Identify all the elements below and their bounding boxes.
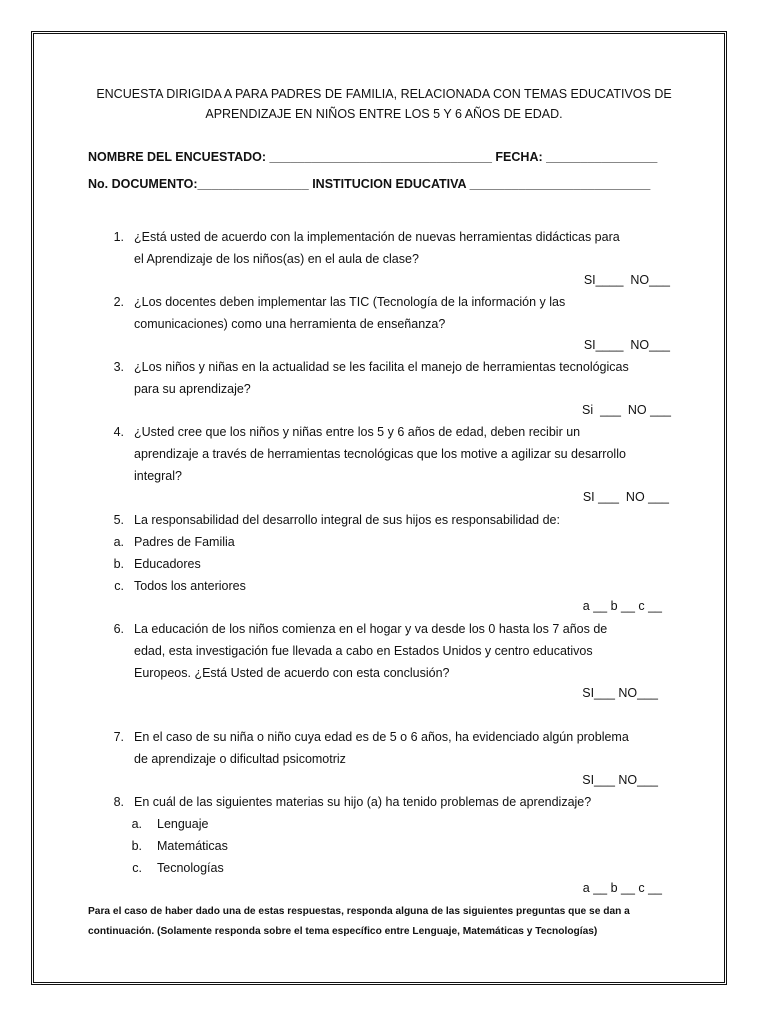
question-text: edad, esta investigación fue llevada a cabo en Estados Unidos y centro educativos (134, 644, 593, 658)
footer-note (88, 902, 708, 942)
option-letter: a. (131, 817, 142, 831)
question-text: integral? (134, 469, 182, 483)
question-number: 4. (113, 425, 124, 439)
option-text: Educadores (134, 557, 201, 571)
question-number: 8. (113, 795, 124, 809)
option-text: Todos los anteriores (134, 579, 246, 593)
note-line-1: Para el caso de haber dado una de estas respuestas, responda alguna de las siguientes preguntas que se dan a (88, 906, 630, 917)
option-letter: a. (113, 535, 124, 549)
question-number: 2. (113, 295, 124, 309)
option-letter: c. (114, 579, 124, 593)
option-text: Lenguaje (157, 817, 209, 831)
survey-title (60, 84, 708, 124)
document-institution-row[interactable]: No. DOCUMENTO:________________ INSTITUCION EDUCATIVA __________________________ (88, 177, 651, 191)
answer-si-no[interactable]: SI____ NO___ (583, 273, 670, 287)
title-line-1: ENCUESTA DIRIGIDA A PARA PADRES DE FAMILIA, RELACIONADA CON TEMAS EDUCATIVOS DE (96, 87, 672, 101)
question-text: el Aprendizaje de los niños(as) en el aula de clase? (134, 252, 419, 266)
question-number: 5. (113, 513, 124, 527)
answer-si-no[interactable]: SI___ NO___ (582, 686, 658, 700)
question-number: 3. (113, 360, 124, 374)
option-text: Tecnologías (157, 861, 224, 875)
question-text: comunicaciones) como una herramienta de enseñanza? (134, 317, 446, 331)
question-text: La educación de los niños comienza en el hogar y va desde los 0 hasta los 7 años de (134, 622, 608, 636)
question-number: 7. (113, 730, 124, 744)
question-number: 1. (113, 230, 124, 244)
question-text: para su aprendizaje? (134, 382, 251, 396)
question-text: Europeos. ¿Está Usted de acuerdo con esta conclusión? (134, 666, 450, 680)
question-text: En cuál de las siguientes materias su hijo (a) ha tenido problemas de aprendizaje? (134, 795, 592, 809)
option-letter: c. (132, 861, 142, 875)
option-letter: b. (131, 839, 142, 853)
option-text: Matemáticas (157, 839, 228, 853)
question-number: 6. (113, 622, 124, 636)
question-text: aprendizaje a través de herramientas tecnológicas que los motive a agilizar su desarrollo (134, 447, 626, 461)
question-text: ¿Está usted de acuerdo con la implementación de nuevas herramientas didácticas para (134, 230, 620, 244)
question-text: ¿Usted cree que los niños y niñas entre los 5 y 6 años de edad, deben recibir un (134, 425, 581, 439)
answer-si-no[interactable]: SI ___ NO ___ (582, 490, 669, 504)
question-text: En el caso de su niña o niño cuya edad es de 5 o 6 años, ha evidenciado algún problema (134, 730, 629, 744)
title-line-2: APRENDIZAJE EN NIÑOS ENTRE LOS 5 Y 6 AÑOS DE EDAD. (205, 107, 563, 121)
option-text: Padres de Familia (134, 535, 235, 549)
question-text: de aprendizaje o dificultad psicomotriz (134, 752, 346, 766)
respondent-name-row[interactable]: NOMBRE DEL ENCUESTADO: ________________________________ FECHA: ________________ (88, 150, 658, 164)
note-line-2: continuación. (Solamente responda sobre el tema específico entre Lenguaje, Matemáticas y Tecnologías) (88, 926, 598, 937)
answer-si-no[interactable]: SI____ NO___ (583, 338, 670, 352)
answer-si-no[interactable]: SI___ NO___ (582, 773, 658, 787)
answer-abc[interactable]: a __ b __ c __ (582, 881, 662, 895)
option-letter: b. (113, 557, 124, 571)
question-text: ¿Los docentes deben implementar las TIC (Tecnología de la información y las (134, 295, 566, 309)
answer-abc[interactable]: a __ b __ c __ (582, 599, 662, 613)
question-text: ¿Los niños y niñas en la actualidad se les facilita el manejo de herramientas tecnológicas (134, 360, 629, 374)
answer-si-no[interactable]: Si ___ NO ___ (582, 403, 671, 417)
question-text: La responsabilidad del desarrollo integral de sus hijos es responsabilidad de: (134, 513, 560, 527)
